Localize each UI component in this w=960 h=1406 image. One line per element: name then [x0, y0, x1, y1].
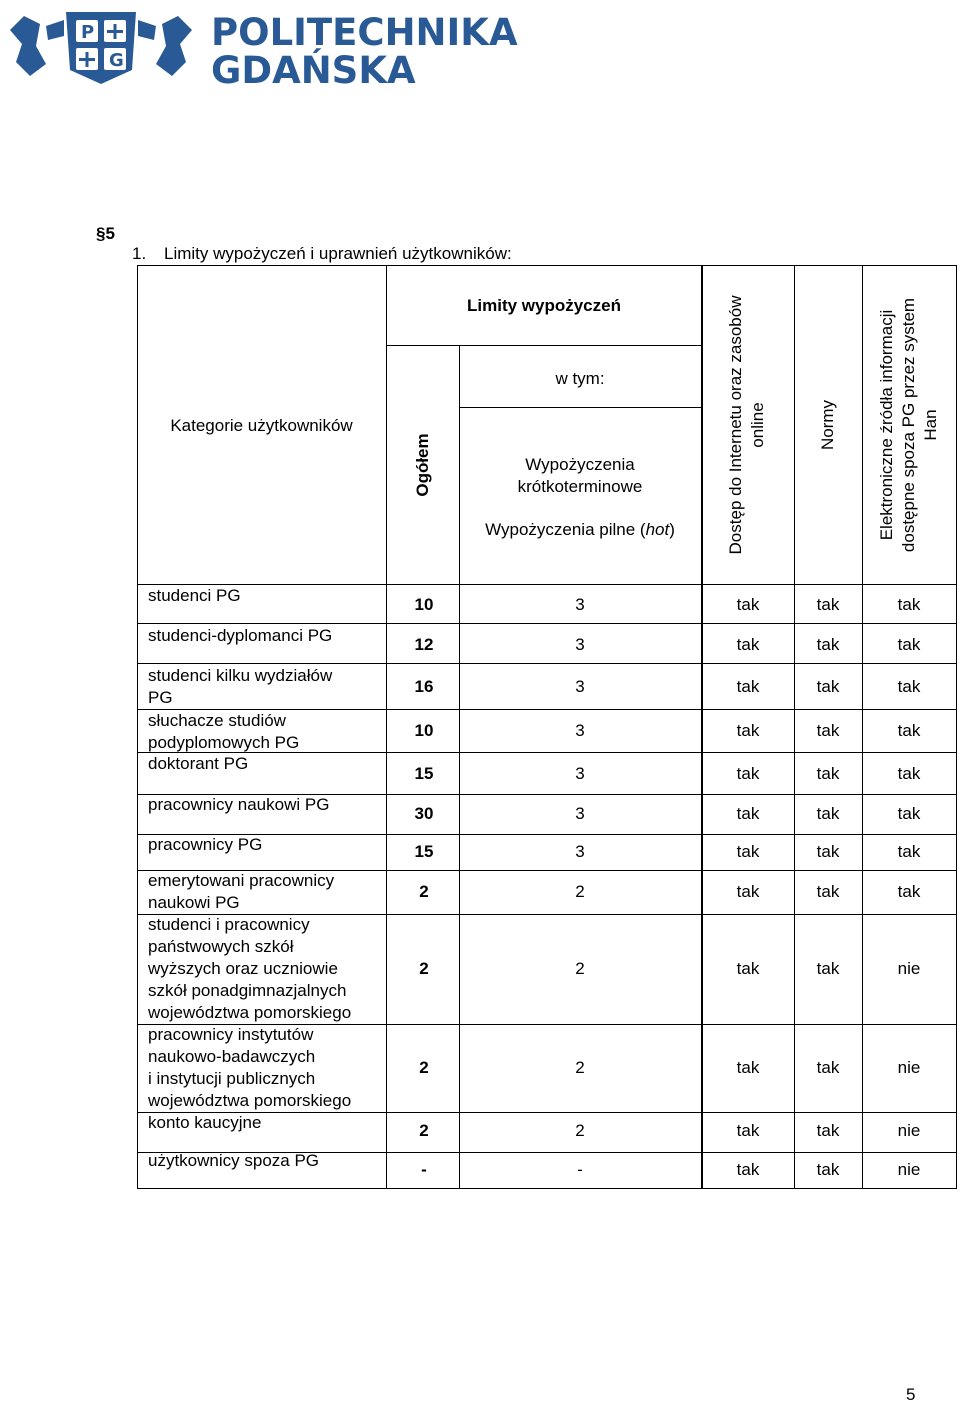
cell-internet: tak — [736, 635, 760, 654]
cell-short: 3 — [575, 721, 585, 740]
row-category: konto kaucyjne — [148, 1113, 262, 1132]
cell-internet: tak — [736, 1160, 760, 1179]
cell-total: 16 — [414, 677, 434, 696]
cell-internet: tak — [736, 959, 760, 978]
cell-internet: tak — [736, 804, 760, 823]
cell-norms: tak — [816, 721, 840, 740]
header-categories: Kategorie użytkowników — [170, 416, 353, 435]
header-internet-access: Dostęp do Internetu oraz zasobów online — [726, 295, 767, 555]
cell-norms: tak — [816, 804, 840, 823]
cell-total: 12 — [414, 635, 434, 654]
cell-electronic: tak — [897, 677, 921, 696]
cell-norms: tak — [816, 959, 840, 978]
logo-wordmark-line1: POLITECHNIKA — [211, 11, 518, 54]
header-electronic-sources: Elektroniczne źródła informacji dostępne spoza PG przez system Han — [877, 297, 940, 553]
cell-norms: tak — [816, 635, 840, 654]
row-category: pracownicy instytutów naukowo-badawczych i instytucji publicznych województwa pomorskiego — [148, 1025, 352, 1110]
cell-short: - — [577, 1160, 583, 1179]
cell-total: 10 — [414, 595, 434, 614]
cell-internet: tak — [736, 677, 760, 696]
pg-logo — [6, 6, 518, 92]
cell-total: 15 — [414, 842, 434, 861]
row-category: studenci i pracownicy państwowych szkół wyższych oraz uczniowie szkół ponadgimnazjalnych województwa pomorskiego — [148, 915, 352, 1022]
row-category: studenci PG — [148, 586, 241, 605]
header-norms: Normy — [818, 399, 837, 451]
cell-electronic: tak — [897, 842, 921, 861]
header-short-term: Wypożyczenia krótkoterminowe — [517, 455, 643, 496]
cell-short: 3 — [575, 635, 585, 654]
cell-norms: tak — [816, 1121, 840, 1140]
row-category: pracownicy PG — [148, 835, 263, 854]
cell-norms: tak — [816, 764, 840, 783]
row-category: doktorant PG — [148, 754, 249, 773]
row-category: studenci-dyplomanci PG — [148, 626, 333, 645]
row-category: emerytowani pracownicy naukowi PG — [148, 871, 335, 912]
logo-wordmark-line2: GDAŃSKA — [211, 49, 416, 92]
cell-short: 3 — [575, 764, 585, 783]
row-category: słuchacze studiów podyplomowych PG — [148, 711, 300, 752]
cell-norms: tak — [816, 677, 840, 696]
cell-internet: tak — [736, 1058, 760, 1077]
cell-electronic: nie — [897, 959, 921, 978]
limits-table — [137, 265, 957, 1189]
heading-number: 1. — [132, 244, 147, 263]
cell-internet: tak — [736, 764, 760, 783]
cell-short: 2 — [575, 1058, 585, 1077]
cell-electronic: tak — [897, 804, 921, 823]
cell-norms: tak — [816, 842, 840, 861]
cell-total: 30 — [414, 804, 434, 823]
cell-short: 2 — [575, 1121, 585, 1140]
cell-electronic: nie — [897, 1160, 921, 1179]
cell-short: 3 — [575, 842, 585, 861]
cell-electronic: tak — [897, 764, 921, 783]
cell-norms: tak — [816, 595, 840, 614]
heading-text: Limity wypożyczeń i uprawnień użytkowników: — [164, 244, 512, 263]
row-category: studenci kilku wydziałów PG — [148, 666, 333, 707]
cell-total: - — [421, 1160, 427, 1179]
cell-short: 3 — [575, 804, 585, 823]
svg-text:G: G — [109, 50, 124, 71]
cell-internet: tak — [736, 1121, 760, 1140]
cell-norms: tak — [816, 882, 840, 901]
row-category: użytkownicy spoza PG — [148, 1151, 320, 1170]
cell-internet: tak — [736, 842, 760, 861]
cell-electronic: tak — [897, 882, 921, 901]
cell-internet: tak — [736, 721, 760, 740]
cell-short: 3 — [575, 595, 585, 614]
pg-emblem-icon — [6, 6, 196, 86]
page-number: 5 — [906, 1385, 916, 1404]
cell-electronic: nie — [897, 1058, 921, 1077]
cell-norms: tak — [816, 1058, 840, 1077]
cell-total: 2 — [419, 959, 429, 978]
section-mark: §5 — [96, 224, 115, 243]
svg-text:P: P — [81, 22, 95, 43]
header-in-that: w tym: — [555, 369, 605, 388]
cell-internet: tak — [736, 595, 760, 614]
header-limits: Limity wypożyczeń — [467, 296, 621, 315]
cell-electronic: tak — [897, 721, 921, 740]
cell-total: 2 — [419, 882, 429, 901]
list-heading — [132, 244, 512, 264]
cell-norms: tak — [816, 1160, 840, 1179]
cell-short: 2 — [575, 882, 585, 901]
header-urgent: Wypożyczenia pilne (hot) — [485, 520, 675, 539]
header-total: Ogółem — [413, 433, 432, 497]
cell-electronic: tak — [897, 595, 921, 614]
cell-total: 2 — [419, 1121, 429, 1140]
row-category: pracownicy naukowi PG — [148, 795, 330, 814]
cell-total: 15 — [414, 764, 434, 783]
cell-internet: tak — [736, 882, 760, 901]
cell-total: 10 — [414, 721, 434, 740]
cell-total: 2 — [419, 1058, 429, 1077]
cell-electronic: nie — [897, 1121, 921, 1140]
cell-short: 2 — [575, 959, 585, 978]
cell-short: 3 — [575, 677, 585, 696]
cell-electronic: tak — [897, 635, 921, 654]
